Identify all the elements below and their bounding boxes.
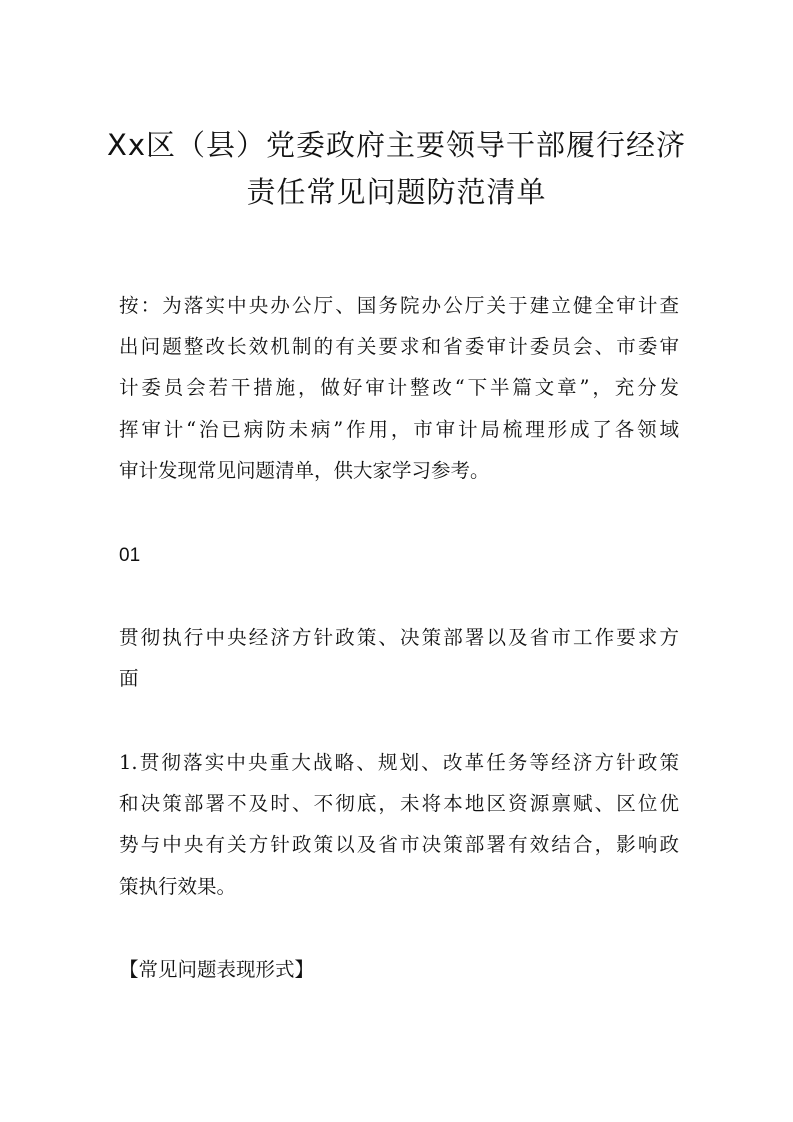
section-number: 01 [119, 545, 141, 566]
intro-line-4: 挥审计“治已病防未病”作用，市审计局梳理形成了各领域 [119, 418, 679, 441]
intro-line-5: 审计发现常见问题清单，供大家学习参考。 [119, 459, 490, 482]
document-title-line-1: Xx区（县）党委政府主要领导干部履行经济 [106, 128, 687, 162]
item-1-line-3: 势与中央有关方针政策以及省市决策部署有效结合，影响政 [119, 833, 679, 856]
item-1-line-4: 策执行效果。 [119, 875, 237, 898]
section-heading-line-1: 贯彻执行中央经济方针政策、决策部署以及省市工作要求方 [119, 626, 679, 649]
intro-line-1: 按：为落实中央办公厅、国务院办公厅关于建立健全审计查 [119, 294, 679, 317]
item-1-line-2: 和决策部署不及时、不彻底，未将本地区资源禀赋、区位优 [119, 792, 679, 815]
section-heading-line-2: 面 [119, 667, 139, 690]
intro-line-2: 出问题整改长效机制的有关要求和省委审计委员会、市委审 [119, 335, 679, 358]
intro-line-3: 计委员会若干措施，做好审计整改“下半篇文章”，充分发 [119, 376, 679, 399]
document-title-line-2: 责任常见问题防范清单 [246, 175, 547, 209]
common-issues-heading: 【常见问题表现形式】 [119, 958, 315, 981]
item-1-line-1: 1.贯彻落实中央重大战略、规划、改革任务等经济方针政策 [119, 751, 679, 774]
